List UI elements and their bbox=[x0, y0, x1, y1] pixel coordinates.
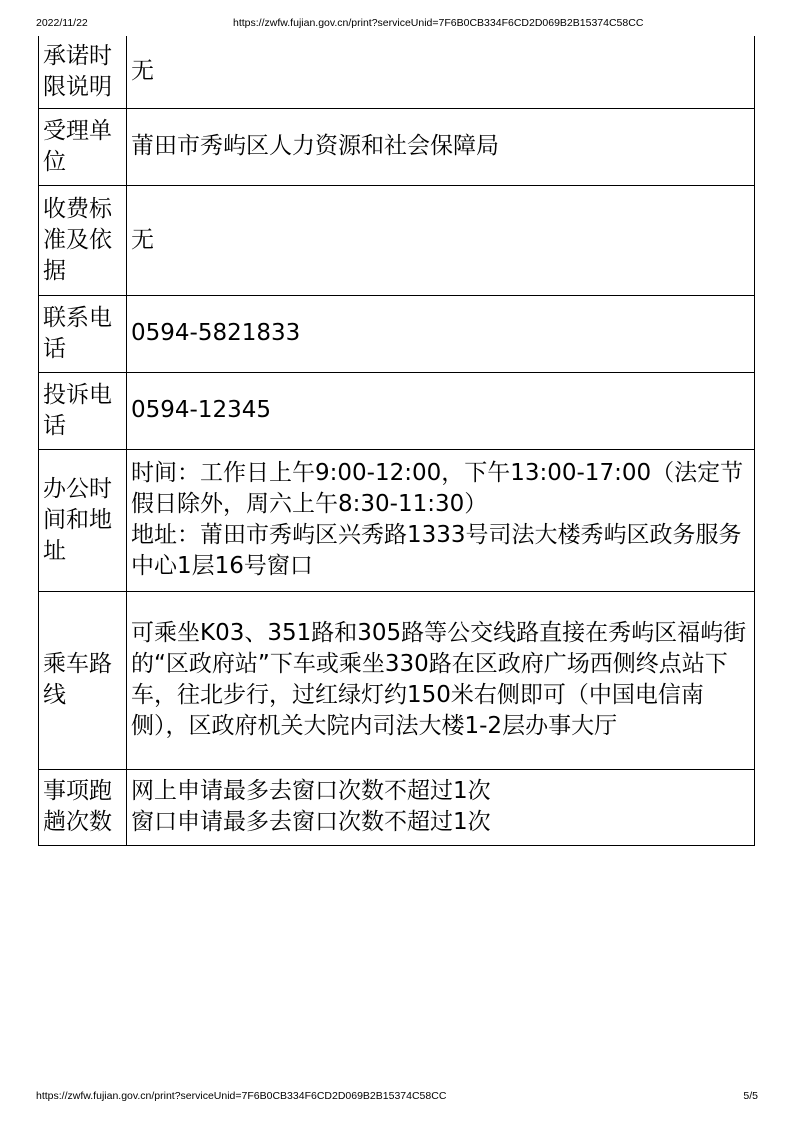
print-header bbox=[0, 17, 793, 33]
page-number: 5/5 bbox=[743, 1090, 758, 1102]
value-line: 可乘坐K03、351路和305路等公交线路直接在秀屿区福屿街的“区政府站”下车或乘坐330路在区政府广场西侧终点站下车，往北步行，过红绿灯约150米右侧即可（中国电信南侧），区政府机关大院内司法大楼1-2层办事大厅 bbox=[131, 620, 747, 739]
value-line: 时间：工作日上午9:00-12:00，下午13:00-17:00（法定节假日除外，周六上午8:30-11:30） bbox=[131, 460, 744, 517]
print-url: https://zwfw.fujian.gov.cn/print?serviceUnid=7F6B0CB334F6CD2D069B2B15374C58CC bbox=[233, 17, 644, 29]
value-line: 0594-5821833 bbox=[131, 320, 301, 346]
print-footer bbox=[0, 1090, 793, 1106]
row-label: 办公时间和地址 bbox=[39, 449, 127, 591]
row-label: 受理单位 bbox=[39, 108, 127, 185]
table-row bbox=[39, 769, 755, 845]
value-line: 无 bbox=[131, 58, 154, 85]
row-value bbox=[127, 108, 755, 185]
table-row bbox=[39, 185, 755, 295]
table-row bbox=[39, 449, 755, 591]
row-label: 承诺时限说明 bbox=[39, 36, 127, 108]
row-label: 事项跑趟次数 bbox=[39, 769, 127, 845]
row-value bbox=[127, 185, 755, 295]
table-row bbox=[39, 591, 755, 769]
row-value bbox=[127, 372, 755, 449]
value-line: 无 bbox=[131, 226, 154, 253]
row-label: 收费标准及依据 bbox=[39, 185, 127, 295]
value-line: 莆田市秀屿区人力资源和社会保障局 bbox=[131, 133, 499, 159]
table-row bbox=[39, 295, 755, 372]
print-date: 2022/11/22 bbox=[36, 17, 88, 29]
row-value bbox=[127, 769, 755, 845]
service-info-table bbox=[38, 36, 755, 846]
table-row bbox=[39, 36, 755, 108]
table-row bbox=[39, 372, 755, 449]
row-value bbox=[127, 591, 755, 769]
row-label: 乘车路线 bbox=[39, 591, 127, 769]
row-label: 投诉电话 bbox=[39, 372, 127, 449]
footer-url: https://zwfw.fujian.gov.cn/print?serviceUnid=7F6B0CB334F6CD2D069B2B15374C58CC bbox=[36, 1090, 447, 1102]
row-value bbox=[127, 449, 755, 591]
value-line: 窗口申请最多去窗口次数不超过1次 bbox=[131, 809, 491, 835]
row-value bbox=[127, 295, 755, 372]
value-line: 网上申请最多去窗口次数不超过1次 bbox=[131, 778, 491, 804]
table-row bbox=[39, 108, 755, 185]
row-label: 联系电话 bbox=[39, 295, 127, 372]
value-line: 0594-12345 bbox=[131, 397, 271, 423]
row-value bbox=[127, 36, 755, 108]
value-line: 地址：莆田市秀屿区兴秀路1333号司法大楼秀屿区政务服务中心1层16号窗口 bbox=[131, 522, 742, 579]
